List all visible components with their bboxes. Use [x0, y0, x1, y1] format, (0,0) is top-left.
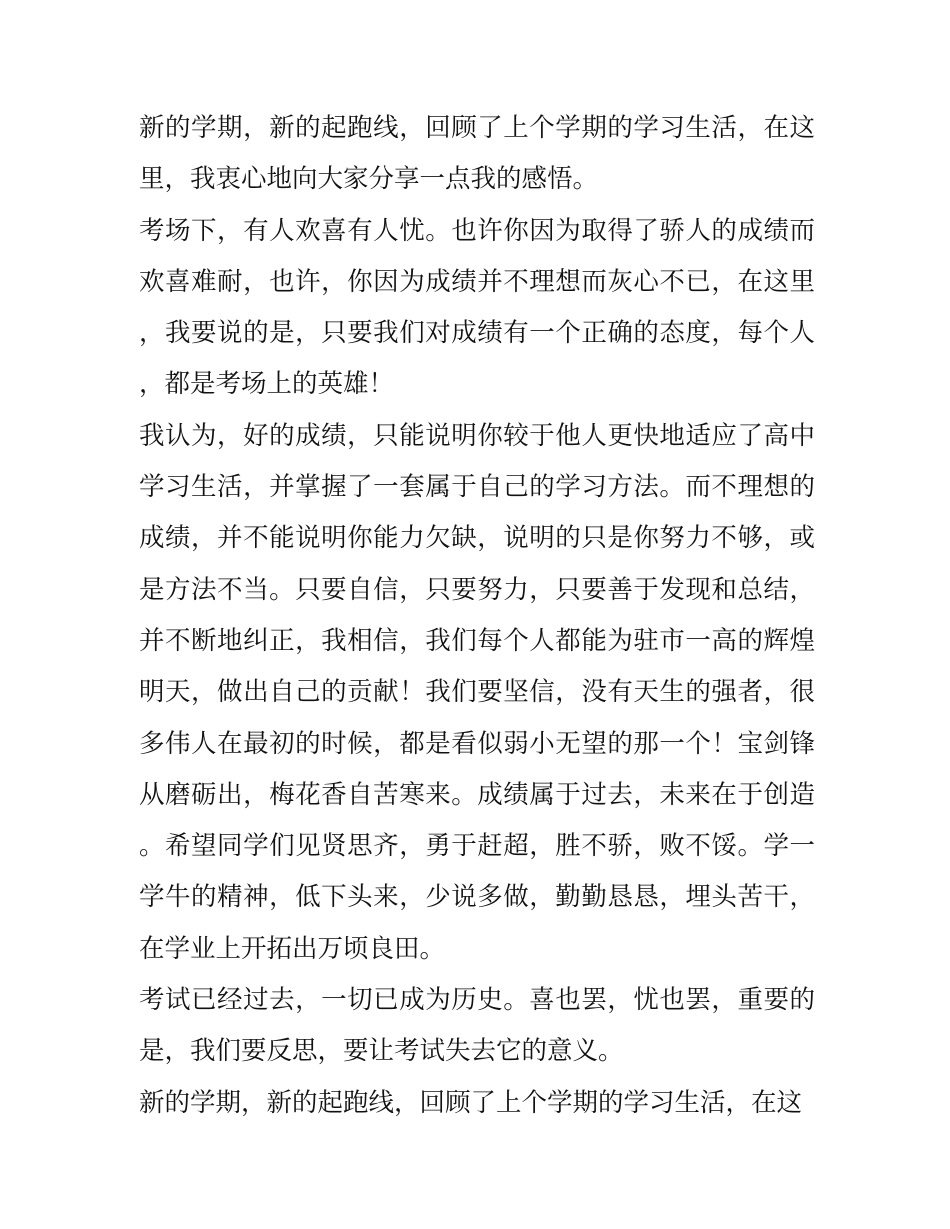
document-body — [139, 103, 815, 1129]
paragraph-opinion: 我认为，好的成绩，只能说明你较于他人更快地适应了高中学习生活，并掌握了一套属于自己的学习方法。而不理想的成绩，并不能说明你能力欠缺，说明的只是你努力不够，或是方法不当。只要自信，只要努力，只要善于发现和总结，并不断地纠正，我相信，我们每个人都能为驻市一高的辉煌明天，做出自己的贡献！我们要坚信，没有天生的强者，很多伟人在最初的时候，都是看似弱小无望的那一个！宝剑锋从磨砺出，梅花香自苦寒来。成绩属于过去，未来在于创造。希望同学们见贤思齐，勇于赶超，胜不骄，败不馁。学一学牛的精神，低下头来，少说多做，勤勤恳恳，埋头苦干，在学业上开拓出万顷良田。 — [139, 420, 815, 964]
paragraph-repeat-intro: 新的学期，新的起跑线，回顾了上个学期的学习生活，在这 — [139, 1087, 803, 1118]
paragraph-reflection: 考试已经过去，一切已成为历史。喜也罢，忧也罢，重要的是，我们要反思，要让考试失去它的意义。 — [139, 985, 815, 1067]
paragraph-intro: 新的学期，新的起跑线，回顾了上个学期的学习生活，在这里，我衷心地向大家分享一点我的感悟。 — [139, 113, 815, 195]
paragraph-exam-mood: 考场下，有人欢喜有人忧。也许你因为取得了骄人的成绩而欢喜难耐，也许，你因为成绩并不理想而灰心不已，在这里，我要说的是，只要我们对成绩有一个正确的态度，每个人，都是考场上的英雄！ — [139, 215, 815, 400]
